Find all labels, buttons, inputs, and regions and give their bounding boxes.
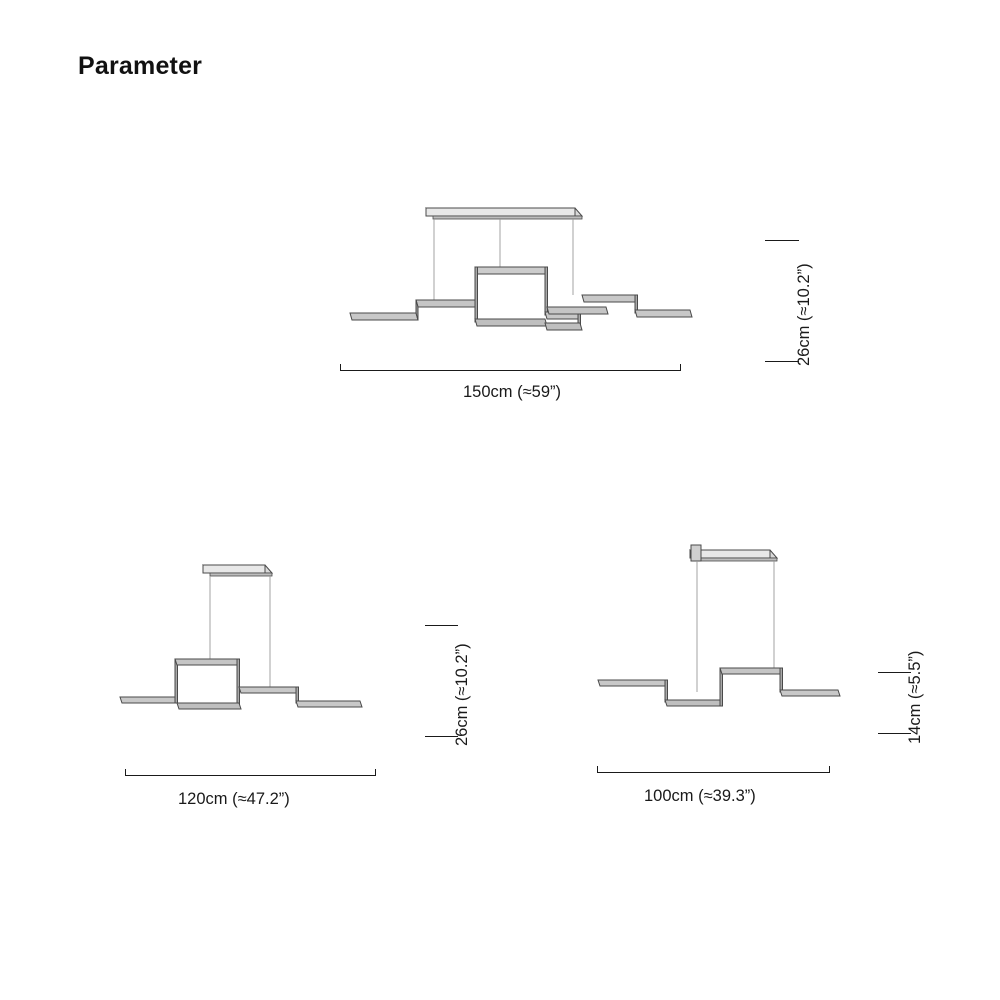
- suspension-wires-large: [434, 219, 573, 307]
- canopy-small: [690, 545, 777, 561]
- height-label-large: 26cm (≈10.2”): [795, 263, 813, 366]
- width-label-large: 150cm (≈59”): [463, 383, 562, 401]
- light-bars-small: [598, 668, 840, 706]
- width-rule-medium-tick-right: [375, 769, 376, 776]
- diagram-medium-pendant: [110, 555, 400, 735]
- width-rule-medium: [125, 775, 375, 776]
- width-rule-small-tick-left: [597, 766, 598, 773]
- width-rule-large-tick-left: [340, 364, 341, 371]
- height-rule-large-top: [765, 240, 799, 241]
- canopy-large: [426, 208, 582, 219]
- light-bars-medium: [120, 659, 362, 709]
- medium-pendant-drawing: [110, 555, 400, 735]
- width-rule-small: [597, 772, 829, 773]
- width-label-medium: 120cm (≈47.2”): [178, 790, 290, 808]
- width-rule-large: [340, 370, 680, 371]
- light-bars-large: [350, 267, 692, 330]
- height-label-small: 14cm (≈5.5”): [906, 650, 924, 744]
- width-rule-small-tick-right: [829, 766, 830, 773]
- height-rule-large-bottom: [765, 361, 799, 362]
- page-title: Parameter: [78, 52, 203, 80]
- diagram-small-pendant: [580, 540, 870, 730]
- small-pendant-drawing: [580, 540, 870, 730]
- height-label-medium: 26cm (≈10.2”): [453, 643, 471, 746]
- height-rule-medium-top: [425, 625, 458, 626]
- canopy-medium: [203, 565, 272, 576]
- diagram-large-pendant: [330, 195, 710, 355]
- large-pendant-drawing: [330, 195, 710, 355]
- width-label-small: 100cm (≈39.3”): [644, 787, 756, 805]
- width-rule-large-tick-right: [680, 364, 681, 371]
- width-rule-medium-tick-left: [125, 769, 126, 776]
